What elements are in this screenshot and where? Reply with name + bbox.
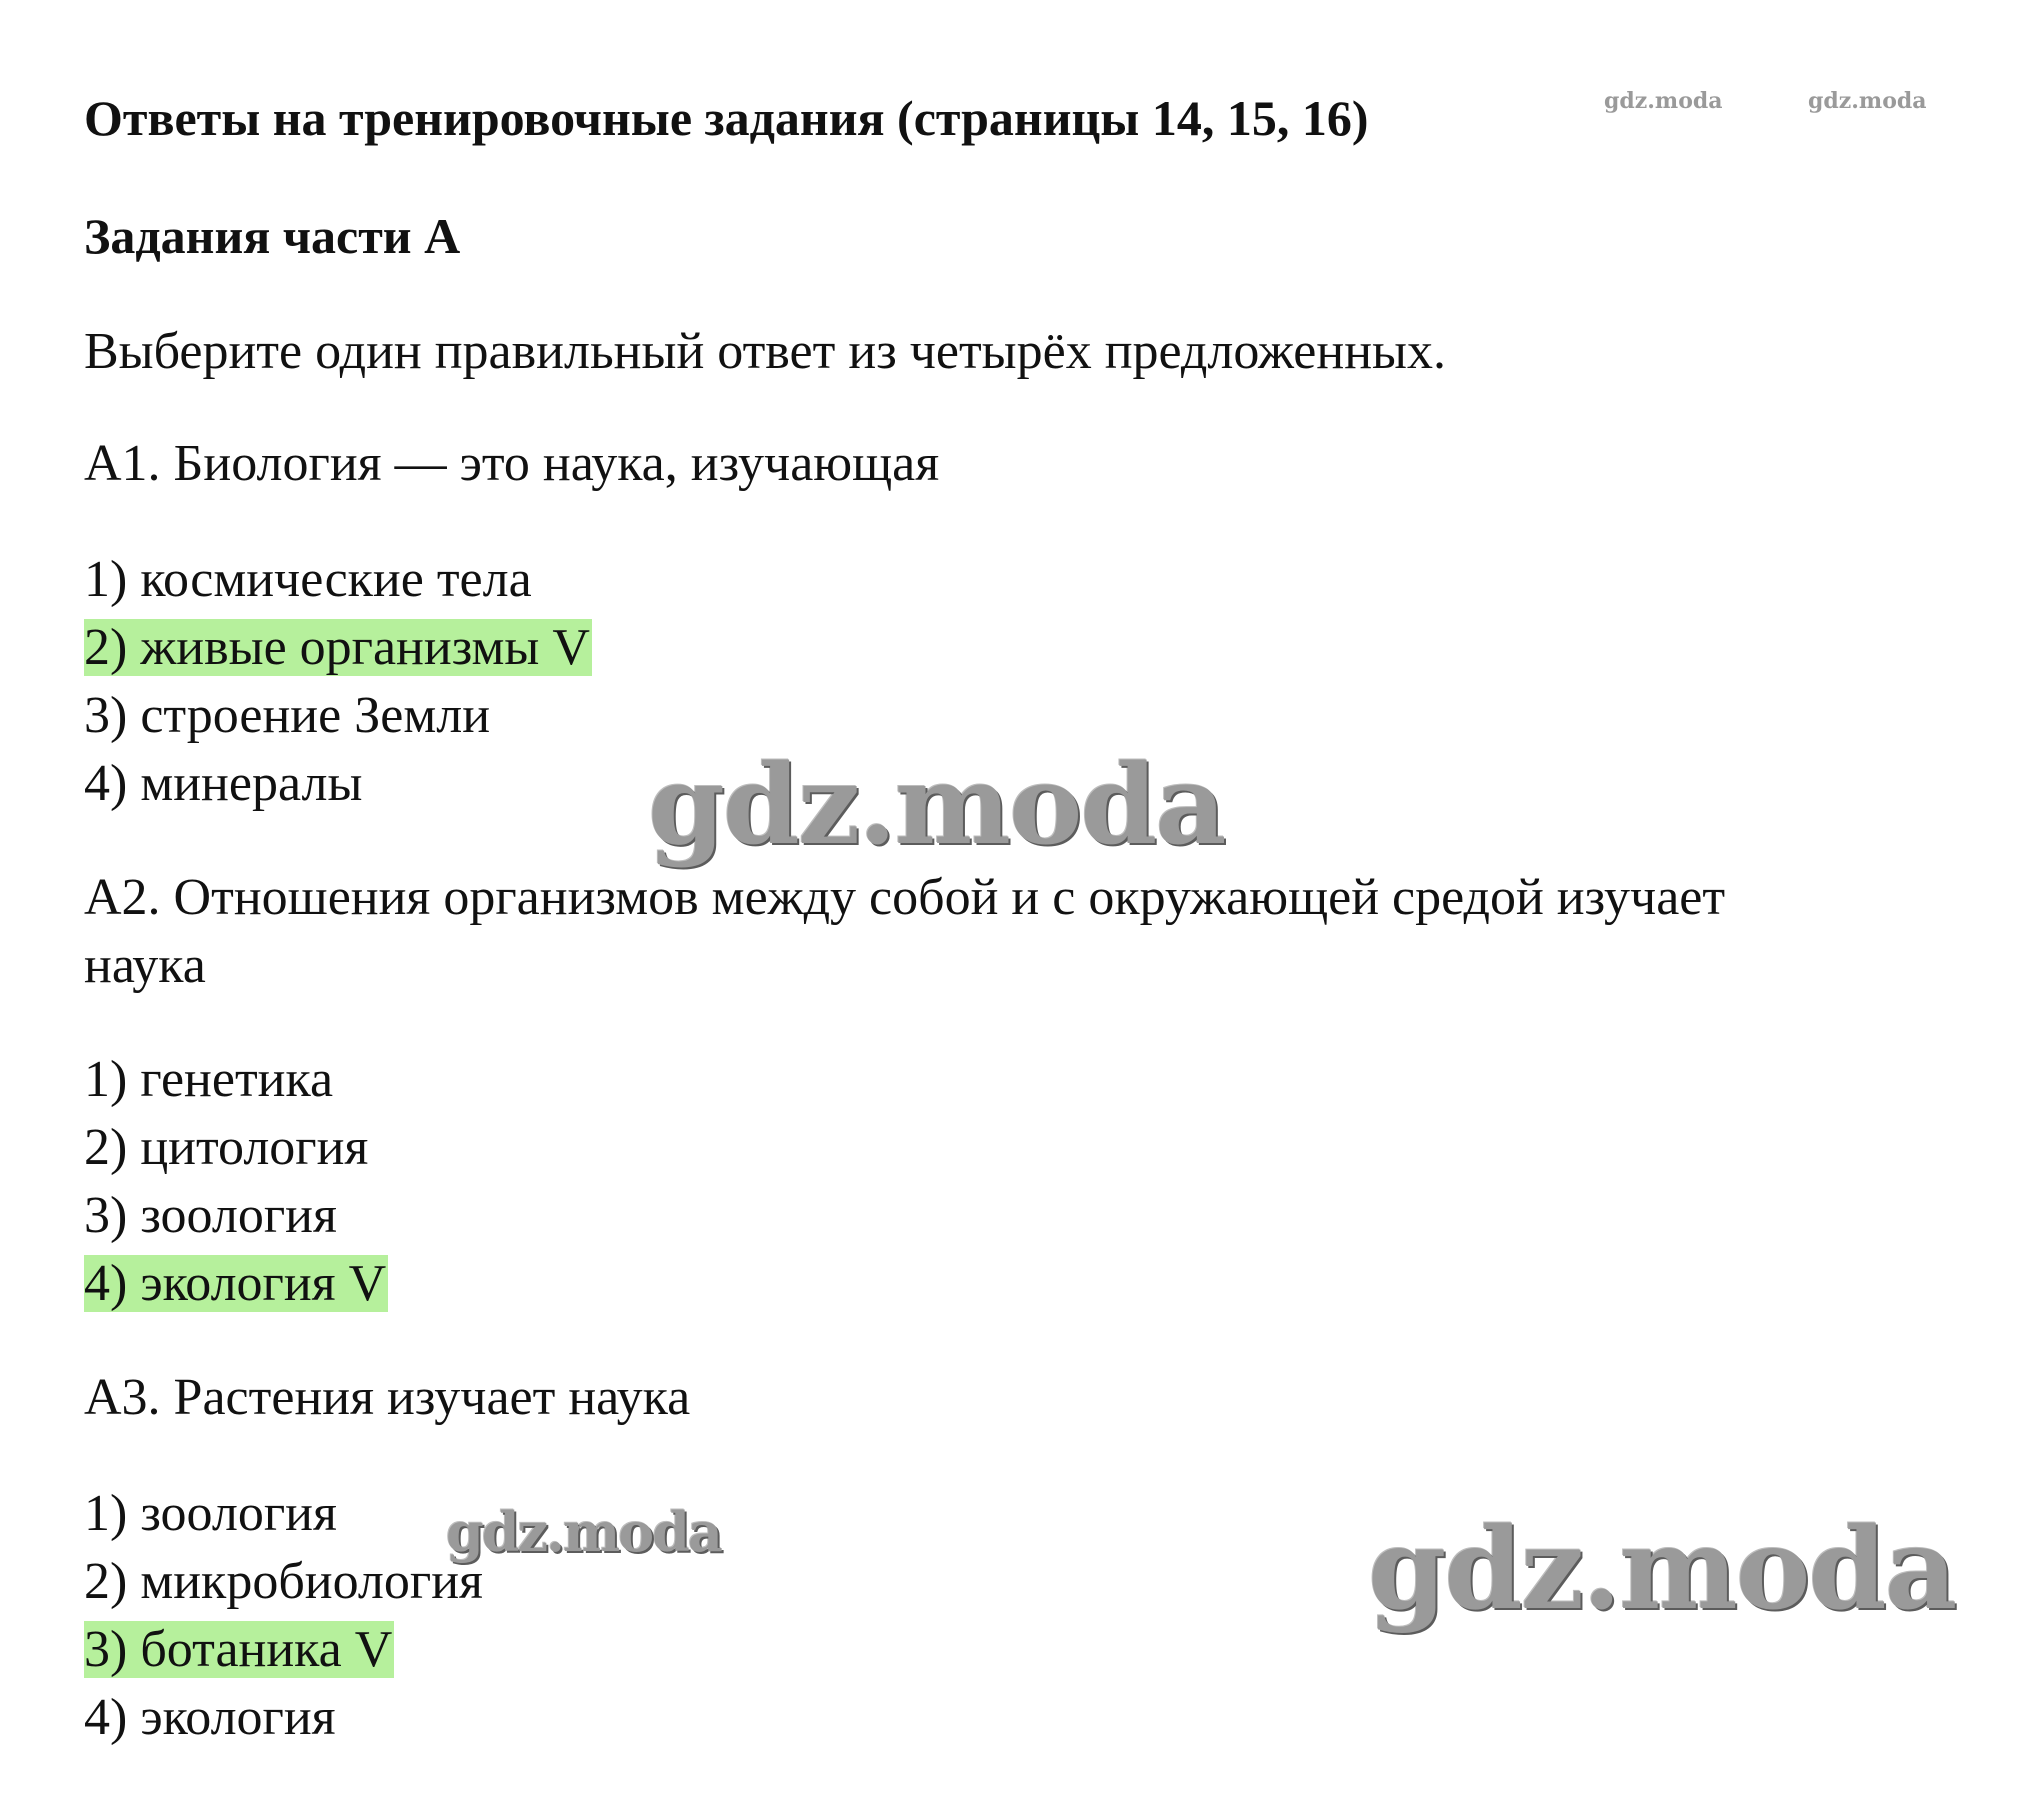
question-a2-option-4-correct (84, 1250, 388, 1318)
question-a1-option-4: 4) минералы (84, 755, 363, 812)
watermark-logo: gdz.moda (1368, 1504, 1956, 1635)
question-a3-text: А3. Растения изучает наука (84, 1369, 691, 1426)
question-a1-option-3: 3) строение Земли (84, 687, 491, 744)
watermark-logo: gdz.moda (1808, 88, 1927, 114)
section-heading: Задания части А (84, 208, 461, 264)
question-a2-option-2: 2) цитология (84, 1119, 369, 1176)
watermark-logo: gdz.moda (1604, 88, 1723, 114)
answer-highlight: 4) экология V (84, 1255, 387, 1312)
question-a2-text-line-1: А2. Отношения организмов между собой и с окружающей средой изучает (84, 869, 1726, 926)
watermark-logo: gdz.moda (446, 1500, 721, 1564)
question-a2-option-1: 1) генетика (84, 1051, 334, 1108)
question-a3-option-3-correct (84, 1616, 394, 1684)
question-a2-option-3: 3) зоология (84, 1187, 337, 1244)
answer-highlight: 2) живые организмы V (84, 619, 590, 676)
question-a1-option-1: 1) космические тела (84, 551, 532, 608)
question-a2-text-line-2: наука (84, 937, 206, 994)
question-a3-option-1: 1) зоология (84, 1485, 337, 1542)
question-a3-option-4: 4) экология (84, 1689, 336, 1746)
watermark-logo: gdz.moda (648, 740, 1225, 869)
instruction-text: Выберите один правильный ответ из четырёх предложенных. (84, 323, 1446, 380)
question-a1-option-2-correct (84, 614, 592, 682)
page-title: Ответы на тренировочные задания (страницы 14, 15, 16) (84, 90, 1369, 146)
question-a3-option-2: 2) микробиология (84, 1553, 483, 1610)
answer-highlight: 3) ботаника V (84, 1621, 393, 1678)
question-a1-text: А1. Биология — это наука, изучающая (84, 435, 940, 492)
